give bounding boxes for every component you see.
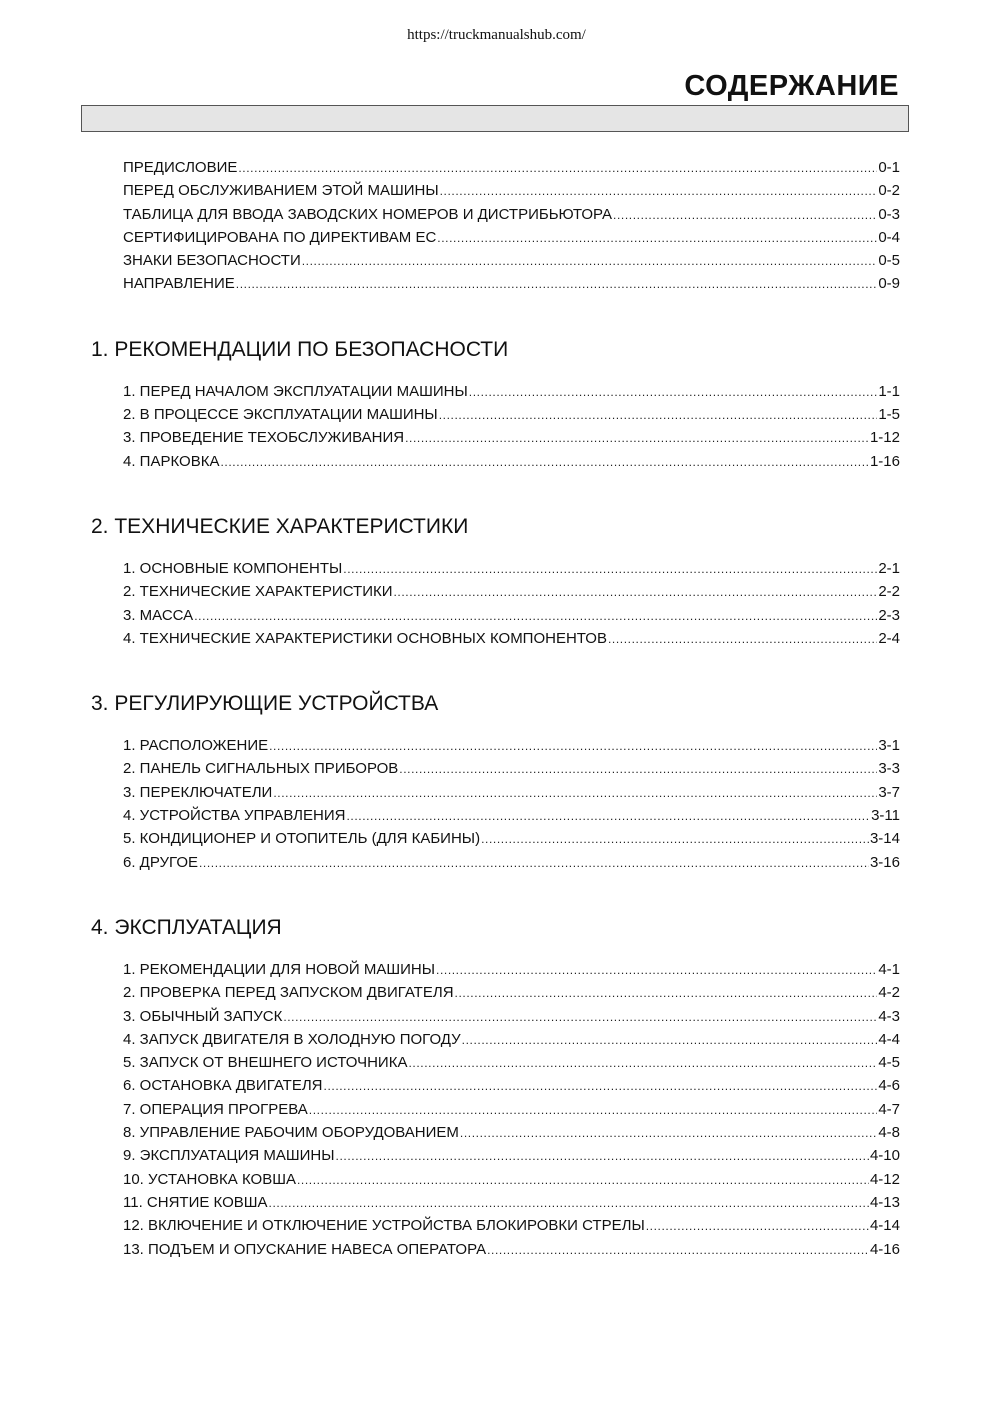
dot-leader — [324, 1075, 878, 1098]
toc-entry[interactable] — [123, 981, 900, 1004]
toc-entry-label: 1. ОСНОВНЫЕ КОМПОНЕНТЫ — [123, 559, 343, 577]
toc-entry-label: 2. ТЕХНИЧЕСКИЕ ХАРАКТЕРИСТИКИ — [123, 583, 393, 601]
toc-entry[interactable] — [123, 851, 900, 874]
toc-entry[interactable] — [123, 272, 900, 295]
section-entries — [123, 557, 900, 650]
dot-leader — [273, 782, 877, 805]
dot-leader — [455, 982, 878, 1005]
toc-entry-page: 4-6 — [878, 1077, 900, 1095]
toc-entry-page: 1-16 — [869, 452, 900, 470]
dot-leader — [405, 427, 869, 450]
dot-leader — [436, 959, 877, 982]
toc-entry[interactable] — [123, 1121, 900, 1144]
source-url: https://truckmanualshub.com/ — [407, 27, 586, 43]
toc-entry-label: 2. В ПРОЦЕССЕ ЭКСПЛУАТАЦИИ МАШИНЫ — [123, 406, 438, 424]
dot-leader — [220, 451, 869, 474]
dot-leader — [460, 1122, 877, 1145]
toc-entry[interactable] — [123, 1214, 900, 1237]
toc-entry[interactable] — [123, 1144, 900, 1167]
toc-entry-page: 0-1 — [878, 159, 900, 176]
toc-entry-label: ТАБЛИЦА ДЛЯ ВВОДА ЗАВОДСКИХ НОМЕРОВ И ДИСТРИБЬЮТОРА — [123, 205, 613, 223]
toc-entry[interactable] — [123, 1168, 900, 1191]
toc-entry-label: СЕРТИФИЦИРОВАНА ПО ДИРЕКТИВАМ ЕС — [123, 228, 437, 246]
toc-entry-page: 4-2 — [878, 984, 900, 1002]
toc-entry[interactable] — [123, 1028, 900, 1051]
toc-entry[interactable] — [123, 804, 900, 827]
dot-leader — [469, 381, 878, 404]
toc-entry-page: 2-4 — [878, 629, 900, 647]
dot-leader — [309, 1099, 878, 1122]
section-heading[interactable]: 4. ЭКСПЛУАТАЦИЯ — [91, 915, 282, 939]
dot-leader — [346, 805, 870, 828]
toc-entry-label: 1. РЕКОМЕНДАЦИИ ДЛЯ НОВОЙ МАШИНЫ — [123, 960, 436, 978]
dot-leader — [440, 180, 878, 203]
toc-entry-label: 6. ОСТАНОВКА ДВИГАТЕЛЯ — [123, 1077, 323, 1095]
toc-entry-page: 2-1 — [878, 559, 900, 577]
dot-leader — [336, 1145, 869, 1168]
toc-entry[interactable] — [123, 580, 900, 603]
toc-entry-label: 3. МАССА — [123, 606, 194, 624]
dot-leader — [199, 852, 869, 875]
toc-entry-page: 3-7 — [878, 783, 900, 801]
section-entries — [123, 958, 900, 1261]
toc-entry-label: 12. ВКЛЮЧЕНИЕ И ОТКЛЮЧЕНИЕ УСТРОЙСТВА БЛОКИРОВКИ СТРЕЛЫ — [123, 1217, 645, 1235]
toc-entry[interactable] — [123, 1098, 900, 1121]
dot-leader — [302, 250, 878, 273]
toc-entry-label: 3. ПЕРЕКЛЮЧАТЕЛИ — [123, 783, 273, 801]
dot-leader — [408, 1052, 877, 1075]
toc-entry-page: 4-12 — [869, 1170, 900, 1188]
section-entries — [123, 380, 900, 473]
toc-entry-label: ПЕРЕД ОБСЛУЖИВАНИЕМ ЭТОЙ МАШИНЫ — [123, 182, 439, 200]
toc-entry-label: 9. ЭКСПЛУАТАЦИЯ МАШИНЫ — [123, 1147, 335, 1165]
toc-entry-label: 4. ПАРКОВКА — [123, 452, 220, 470]
toc-entry-page: 4-3 — [878, 1007, 900, 1025]
toc-entry[interactable] — [123, 249, 900, 272]
toc-entry-page: 0-9 — [878, 275, 900, 293]
toc-entry-page: 3-14 — [869, 830, 900, 848]
section-heading[interactable]: 3. РЕГУЛИРУЮЩИЕ УСТРОЙСТВА — [91, 692, 439, 716]
toc-entry[interactable] — [123, 604, 900, 627]
toc-entry[interactable] — [123, 203, 900, 226]
toc-entry[interactable] — [123, 1051, 900, 1074]
toc-entry[interactable] — [123, 627, 900, 650]
toc-entry-label: 7. ОПЕРАЦИЯ ПРОГРЕВА — [123, 1100, 308, 1118]
toc-entry-label: 4. УСТРОЙСТВА УПРАВЛЕНИЯ — [123, 807, 346, 825]
toc-entry[interactable] — [123, 827, 900, 850]
dot-leader — [343, 558, 877, 581]
toc-entry[interactable] — [123, 226, 900, 249]
dot-leader — [613, 204, 877, 227]
toc-entry-label: 2. ПАНЕЛЬ СИГНАЛЬНЫХ ПРИБОРОВ — [123, 760, 399, 778]
toc-entry-label: 10. УСТАНОВКА КОВША — [123, 1170, 296, 1188]
toc-entry-page: 4-8 — [878, 1124, 900, 1142]
dot-leader — [439, 404, 878, 427]
dot-leader — [194, 605, 877, 628]
toc-entry-label: 13. ПОДЪЕМ И ОПУСКАНИЕ НАВЕСА ОПЕРАТОРА — [123, 1240, 487, 1258]
toc-entry-label: ПРЕДИСЛОВИЕ — [123, 159, 238, 176]
toc-entry-page: 0-4 — [878, 228, 900, 246]
toc-entry[interactable] — [123, 557, 900, 580]
dot-leader — [608, 628, 877, 651]
toc-entry[interactable] — [123, 958, 900, 981]
toc-entry-page: 4-16 — [869, 1240, 900, 1258]
dot-leader — [481, 828, 869, 851]
toc-entry-label: 3. ОБЫЧНЫЙ ЗАПУСК — [123, 1007, 283, 1025]
preface-list — [123, 156, 900, 296]
toc-entry-page: 1-5 — [878, 406, 900, 424]
dot-leader — [462, 1029, 878, 1052]
toc-entry-label: ЗНАКИ БЕЗОПАСНОСТИ — [123, 252, 301, 270]
toc-entry-label: 4. ЗАПУСК ДВИГАТЕЛЯ В ХОЛОДНУЮ ПОГОДУ — [123, 1030, 461, 1048]
toc-entry[interactable] — [123, 1005, 900, 1028]
toc-entry[interactable] — [123, 179, 900, 202]
toc-entry[interactable] — [123, 734, 900, 757]
toc-entry[interactable] — [123, 757, 900, 780]
toc-entry-label: 4. ТЕХНИЧЕСКИЕ ХАРАКТЕРИСТИКИ ОСНОВНЫХ КОМПОНЕНТОВ — [123, 629, 607, 647]
section-entries — [123, 734, 900, 874]
table-of-contents — [0, 156, 993, 1261]
dot-leader — [283, 1006, 877, 1029]
title-divider-bar — [81, 105, 909, 132]
toc-entry-page: 4-13 — [869, 1193, 900, 1211]
toc-entry-page: 0-5 — [878, 252, 900, 270]
page-title: СОДЕРЖАНИЕ — [684, 70, 899, 102]
toc-entry[interactable] — [123, 380, 900, 403]
dot-leader — [269, 735, 877, 758]
dot-leader — [437, 227, 877, 250]
toc-entry-page: 4-5 — [878, 1054, 900, 1072]
toc-entry[interactable] — [123, 426, 900, 449]
toc-entry-page: 4-14 — [869, 1217, 900, 1235]
toc-entry-page: 4-7 — [878, 1100, 900, 1118]
toc-entry[interactable] — [123, 781, 900, 804]
toc-entry-label: 2. ПРОВЕРКА ПЕРЕД ЗАПУСКОМ ДВИГАТЕЛЯ — [123, 984, 454, 1002]
toc-entry[interactable] — [123, 403, 900, 426]
toc-entry-label: 6. ДРУГОЕ — [123, 853, 198, 871]
dot-leader — [394, 581, 878, 604]
toc-entry[interactable] — [123, 450, 900, 473]
dot-leader — [297, 1169, 869, 1192]
toc-entry-page: 0-2 — [878, 182, 900, 200]
dot-leader — [236, 273, 878, 296]
toc-entry[interactable] — [123, 1191, 900, 1214]
toc-entry-page: 1-1 — [878, 382, 900, 400]
dot-leader — [269, 1192, 869, 1215]
toc-entry[interactable] — [123, 1074, 900, 1097]
section-heading[interactable]: 2. ТЕХНИЧЕСКИЕ ХАРАКТЕРИСТИКИ — [91, 514, 469, 538]
toc-entry-label: 1. РАСПОЛОЖЕНИЕ — [123, 737, 269, 755]
toc-entry-page: 3-1 — [878, 737, 900, 755]
dot-leader — [646, 1215, 869, 1238]
toc-entry-label: НАПРАВЛЕНИЕ — [123, 275, 235, 293]
toc-entry-label: 8. УПРАВЛЕНИЕ РАБОЧИМ ОБОРУДОВАНИЕМ — [123, 1124, 459, 1142]
toc-entry-page: 4-1 — [878, 960, 900, 978]
toc-entry-label: 11. СНЯТИЕ КОВША — [123, 1193, 268, 1211]
toc-entry-page: 3-3 — [878, 760, 900, 778]
toc-entry-page: 4-4 — [878, 1030, 900, 1048]
toc-entry-page: 3-11 — [871, 807, 900, 825]
toc-sections — [0, 296, 993, 1261]
dot-leader — [238, 157, 877, 180]
toc-entry-page: 1-12 — [869, 429, 900, 447]
toc-entry[interactable] — [123, 156, 900, 179]
toc-entry-page: 2-3 — [878, 606, 900, 624]
toc-entry-label: 5. КОНДИЦИОНЕР И ОТОПИТЕЛЬ (ДЛЯ КАБИНЫ) — [123, 830, 481, 848]
section-heading[interactable]: 1. РЕКОМЕНДАЦИИ ПО БЕЗОПАСНОСТИ — [91, 337, 509, 361]
dot-leader — [487, 1239, 869, 1262]
toc-entry-page: 2-2 — [878, 583, 900, 601]
toc-entry-page: 0-3 — [878, 205, 900, 223]
dot-leader — [399, 758, 877, 781]
toc-entry[interactable] — [123, 1238, 900, 1261]
toc-entry-label: 1. ПЕРЕД НАЧАЛОМ ЭКСПЛУАТАЦИИ МАШИНЫ — [123, 382, 468, 400]
toc-entry-label: 5. ЗАПУСК ОТ ВНЕШНЕГО ИСТОЧНИКА — [123, 1054, 408, 1072]
toc-entry-page: 3-16 — [869, 853, 900, 871]
toc-entry-label: 3. ПРОВЕДЕНИЕ ТЕХОБСЛУЖИВАНИЯ — [123, 429, 405, 447]
toc-entry-page: 4-10 — [869, 1147, 900, 1165]
